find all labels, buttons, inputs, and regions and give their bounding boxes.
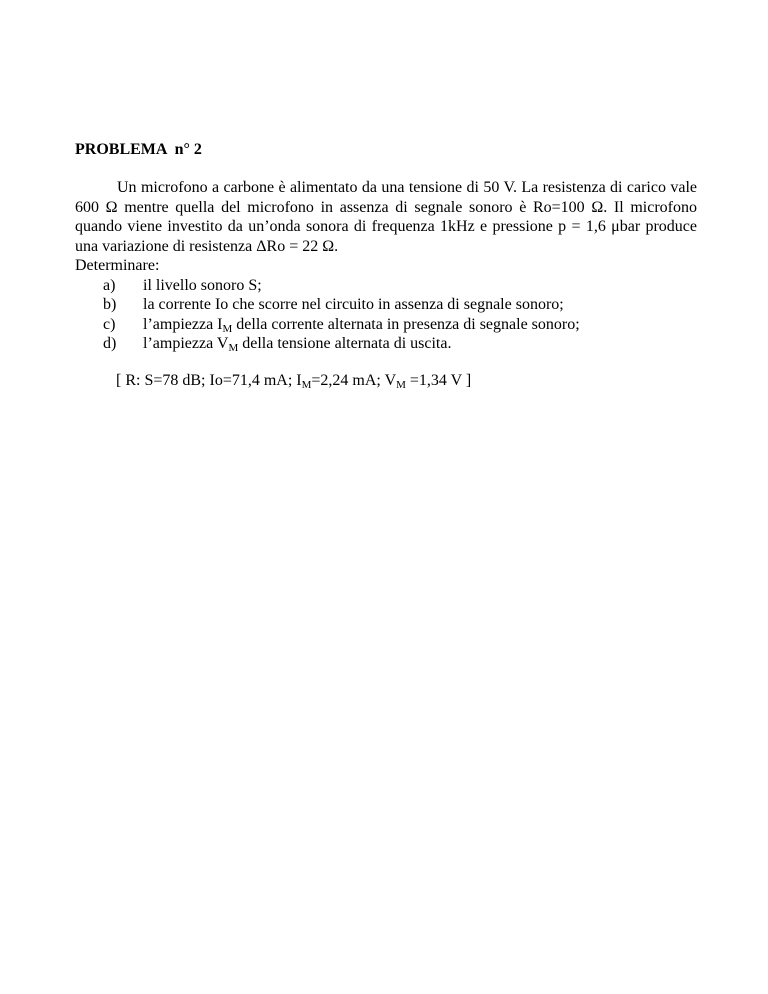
answer-line	[116, 371, 697, 391]
question-item-d	[75, 334, 697, 354]
question-text: la corrente Io che scorre nel circuito in assenza di segnale sonoro;	[143, 296, 564, 313]
question-text-cont: della corrente alternata in presenza di segnale sonoro;	[232, 315, 580, 333]
problem-statement: Un microfono a carbone è alimentato da una tensione di 50 V. La resistenza di carico vale 600 Ω mentre quella del microfono in assenza di segnale sonoro è Ro=100 Ω. Il microfono quando viene investito da un’onda sonora di frequenza 1kHz e pressione p = 1,6 μbar produce una variazione di resistenza ΔRo = 22 Ω.	[75, 179, 697, 255]
question-item-c	[75, 315, 697, 335]
question-text: l’ampiezza V	[143, 335, 229, 352]
question-marker: a)	[103, 276, 116, 294]
question-marker: b)	[103, 296, 117, 313]
question-list	[75, 276, 697, 354]
question-text-cont: della tensione alternata di uscita.	[238, 335, 452, 352]
answer-part: [ R: S=78 dB; Io=71,4 mA; I	[116, 371, 302, 389]
subscript: M	[228, 342, 239, 354]
answer-part: =1,34 V ]	[405, 371, 472, 389]
question-text: il livello sonoro S;	[143, 276, 262, 294]
problem-title: PROBLEMA n° 2	[75, 141, 202, 158]
question-item-b	[75, 295, 697, 315]
subscript: M	[301, 378, 312, 391]
document-page	[75, 140, 697, 390]
subscript: M	[396, 378, 406, 391]
answer-part: =2,24 mA; V	[311, 371, 397, 389]
determinare-label: Determinare:	[75, 257, 160, 274]
question-marker: c)	[103, 315, 116, 333]
question-marker: d)	[103, 335, 117, 352]
question-item-a	[75, 276, 697, 296]
subscript: M	[222, 322, 233, 335]
question-text: l’ampiezza I	[143, 315, 223, 333]
